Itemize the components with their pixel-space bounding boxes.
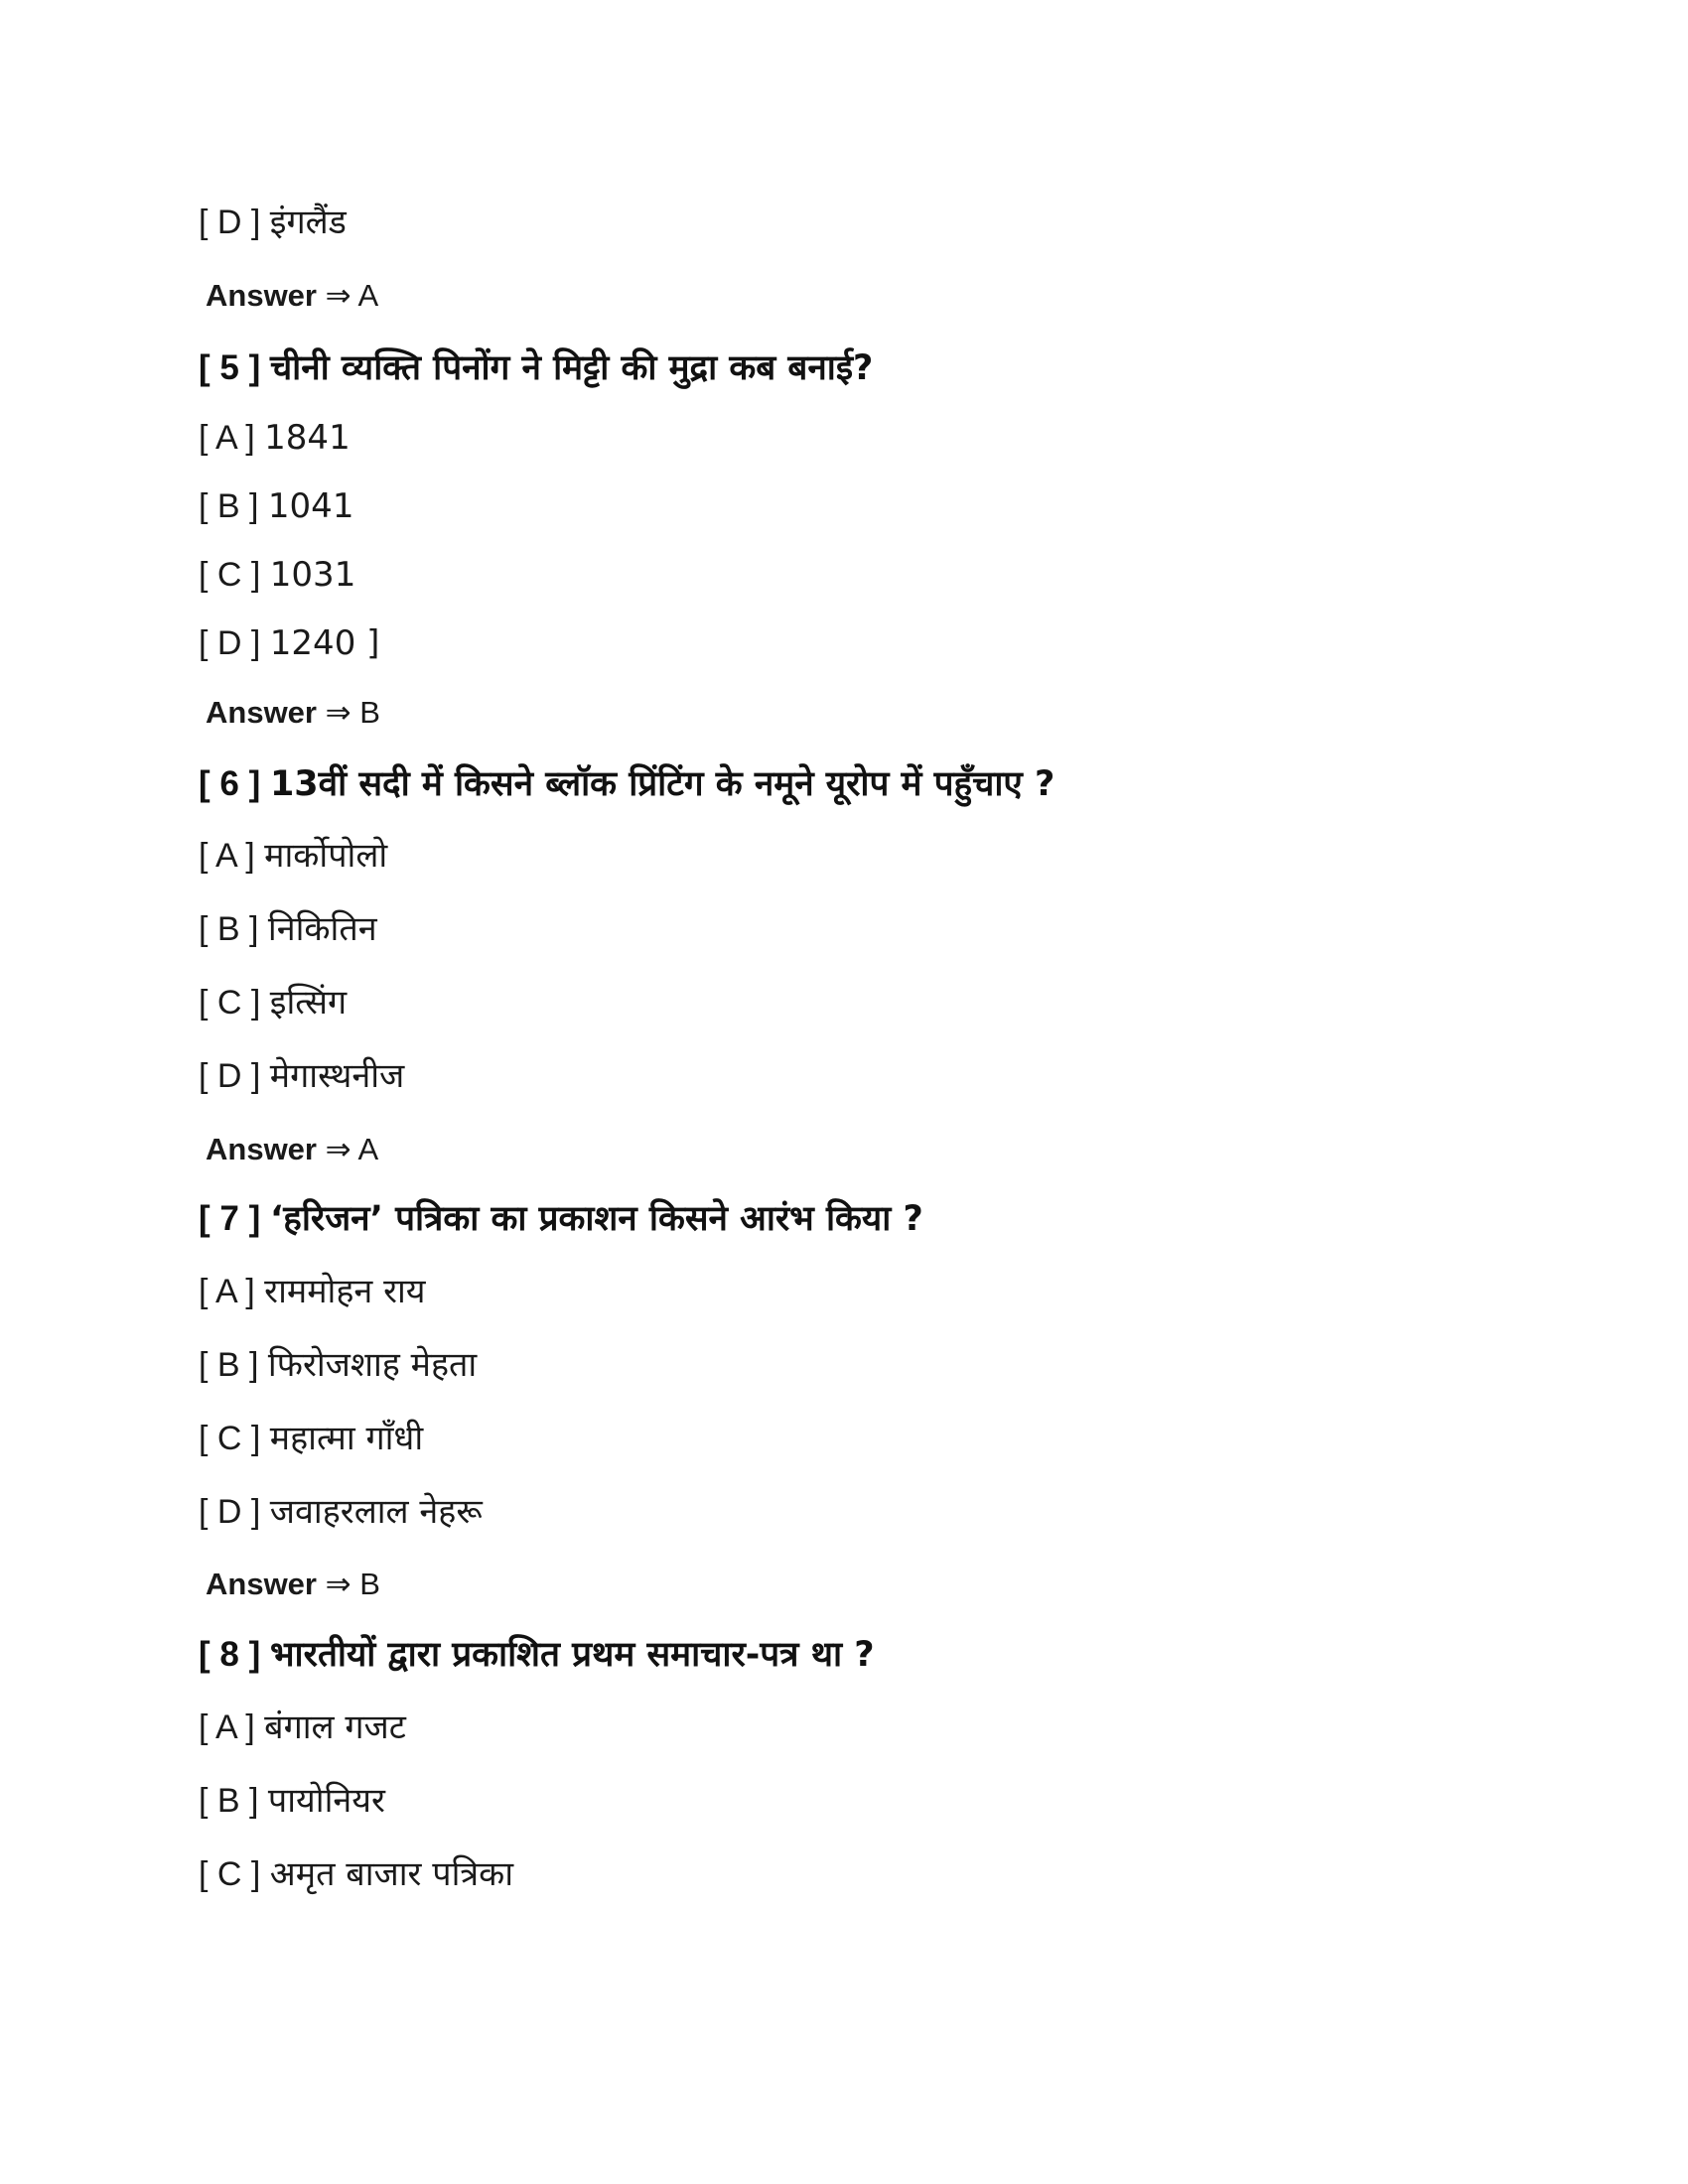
answer-value: A: [357, 1132, 379, 1166]
question-text: 13वीं सदी में किसने ब्लॉक प्रिंटिंग के नमूने यूरोप में पहुँचाए ?: [269, 764, 1055, 804]
option-letter: [ A ]: [199, 837, 265, 875]
option-letter: [ A ]: [199, 1273, 265, 1310]
option-letter: [ B ]: [199, 1782, 268, 1820]
question-text: चीनी व्यक्ति पिनोंग ने मिट्टी की मुद्रा कब बनाई?: [269, 348, 874, 388]
question-number: [ 8 ]: [199, 1635, 270, 1674]
answer-line: [206, 1567, 380, 1602]
answer-line: [206, 278, 378, 314]
option-item: [199, 909, 377, 949]
answer-value: B: [359, 695, 380, 730]
option-text: निकितिन: [267, 909, 377, 949]
option-text: महात्मा गाँधी: [269, 1419, 424, 1458]
right-arrow-icon: ⇒: [316, 1132, 358, 1166]
answer-label: Answer: [206, 1567, 317, 1601]
option-text: इत्सिंग: [269, 983, 348, 1023]
option-text: अमृत बाजार पत्रिका: [269, 1854, 514, 1894]
option-item: [199, 1345, 477, 1385]
question-heading: [199, 1634, 875, 1676]
option-item: [199, 1781, 385, 1821]
option-item: [199, 418, 351, 458]
option-letter: [ B ]: [199, 1346, 268, 1384]
option-letter: [ D ]: [199, 624, 270, 662]
option-item: [199, 1854, 513, 1894]
option-text: 1041: [267, 486, 354, 526]
option-letter: [ A ]: [199, 1708, 265, 1746]
question-heading: [199, 347, 873, 389]
question-text: ‘हरिजन’ पत्रिका का प्रकाशन किसने आरंभ किया ?: [269, 1199, 923, 1239]
option-item: [199, 203, 347, 242]
answer-label: Answer: [206, 1132, 317, 1166]
option-letter: [ B ]: [199, 910, 268, 948]
option-text: राममोहन राय: [264, 1272, 426, 1311]
option-letter: [ C ]: [199, 1855, 270, 1893]
question-text: भारतीयों द्वारा प्रकाशित प्रथम समाचार-पत्र था ?: [269, 1635, 875, 1675]
option-letter: [ D ]: [199, 1493, 270, 1531]
right-arrow-icon: ⇒: [316, 1567, 360, 1601]
option-letter: [ D ]: [199, 204, 270, 241]
option-item: [199, 1492, 483, 1532]
option-text: मार्कोपोलो: [264, 836, 388, 876]
option-item: [199, 1707, 406, 1747]
right-arrow-icon: ⇒: [316, 695, 360, 730]
answer-value: A: [357, 278, 379, 313]
question-number: [ 7 ]: [199, 1199, 270, 1238]
option-text: 1031: [269, 555, 356, 595]
option-text: फिरोजशाह मेहता: [267, 1345, 478, 1385]
option-text: 1841: [264, 418, 351, 458]
answer-line: [206, 695, 380, 731]
option-letter: [ C ]: [199, 1420, 270, 1457]
question-heading: [199, 763, 1055, 805]
option-item: [199, 623, 379, 663]
option-item: [199, 555, 355, 595]
option-letter: [ A ]: [199, 419, 265, 457]
option-text: जवाहरलाल नेहरू: [269, 1492, 483, 1532]
option-letter: [ C ]: [199, 984, 270, 1022]
option-item: [199, 836, 387, 876]
answer-label: Answer: [206, 695, 317, 730]
option-letter: [ C ]: [199, 556, 270, 594]
question-number: [ 6 ]: [199, 764, 270, 803]
question-heading: [199, 1198, 923, 1240]
option-letter: [ D ]: [199, 1057, 270, 1095]
option-text: इंगलैंड: [269, 203, 347, 242]
option-text: मेगास्थनीज: [269, 1056, 405, 1096]
option-text: पायोनियर: [267, 1781, 385, 1821]
option-item: [199, 1419, 423, 1458]
answer-line: [206, 1132, 378, 1167]
option-text: बंगाल गजट: [264, 1707, 406, 1747]
option-item: [199, 1056, 404, 1096]
answer-value: B: [359, 1567, 380, 1601]
option-item: [199, 486, 353, 526]
question-number: [ 5 ]: [199, 348, 270, 387]
right-arrow-icon: ⇒: [316, 278, 358, 313]
option-letter: [ B ]: [199, 487, 268, 525]
answer-label: Answer: [206, 278, 317, 313]
option-text: 1240 ]: [269, 623, 380, 663]
option-item: [199, 983, 347, 1023]
option-item: [199, 1272, 426, 1311]
